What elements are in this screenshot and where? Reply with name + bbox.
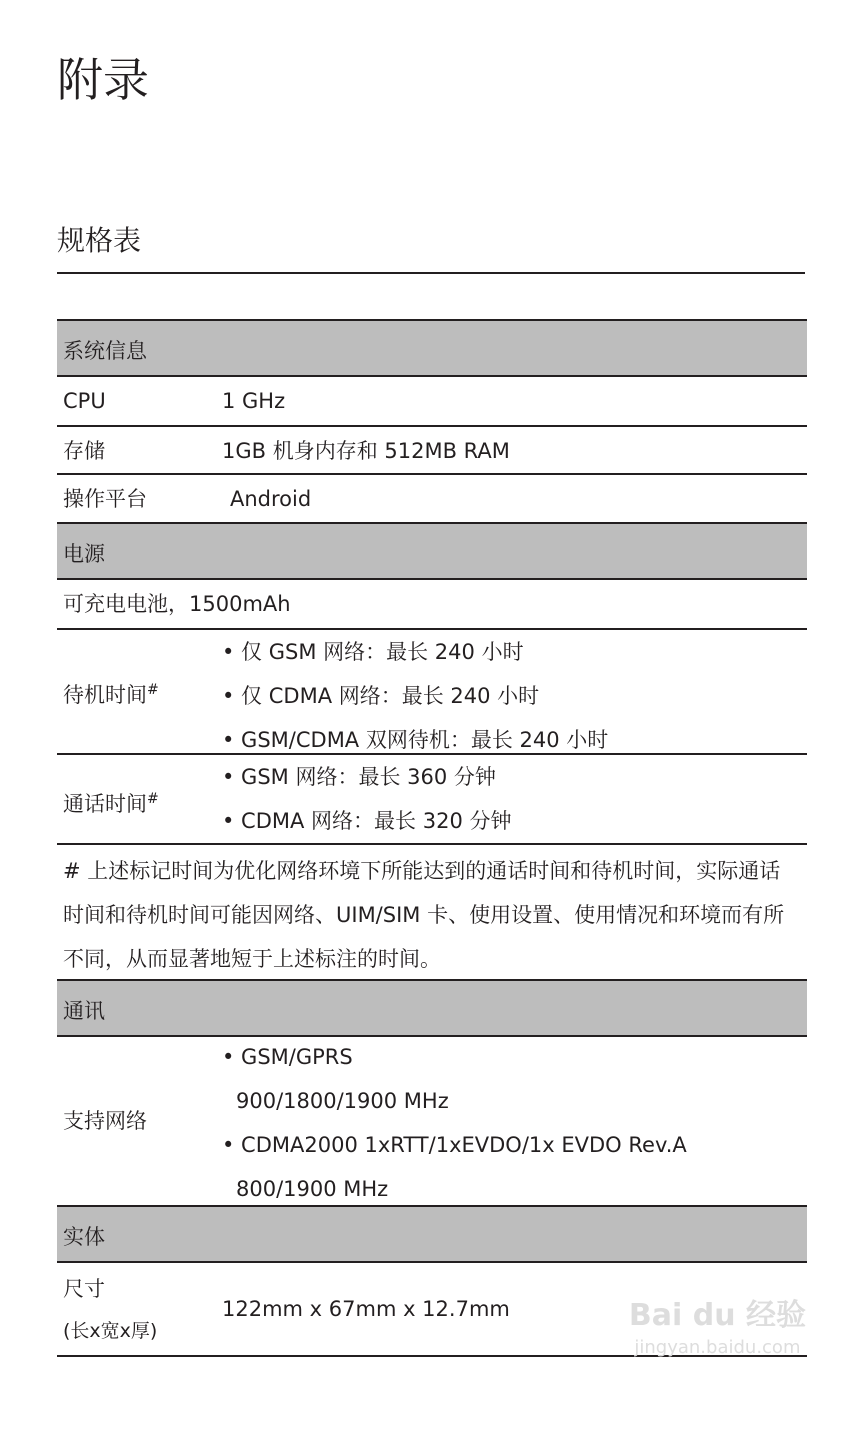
watermark-brand: Bai du 经验 bbox=[628, 1298, 806, 1333]
footnote-mark: # bbox=[147, 791, 159, 807]
list-item: • GSM/GPRS bbox=[222, 1045, 353, 1069]
section-header-system: 系统信息 bbox=[57, 319, 807, 375]
list-item: • 仅 CDMA 网络：最长 240 小时 bbox=[222, 684, 540, 708]
row-label bbox=[63, 1267, 157, 1351]
section-title: 规格表 bbox=[57, 224, 142, 257]
table-row bbox=[57, 473, 807, 522]
row-value-list bbox=[222, 1035, 687, 1211]
row-value-list bbox=[222, 755, 512, 843]
watermark-logo bbox=[629, 1300, 806, 1364]
list-item: 800/1900 MHz bbox=[236, 1177, 389, 1201]
row-label: CPU bbox=[63, 389, 106, 413]
row-label bbox=[63, 777, 159, 826]
table-row bbox=[57, 425, 807, 473]
table-row bbox=[57, 1035, 807, 1205]
footnote-mark: # bbox=[147, 682, 159, 698]
list-item: 900/1800/1900 MHz bbox=[236, 1089, 449, 1113]
row-value: Android bbox=[230, 487, 312, 511]
section-header-comm: 通讯 bbox=[57, 979, 807, 1035]
list-item: • 仅 GSM 网络：最长 240 小时 bbox=[222, 640, 524, 664]
row-value: 可充电电池，1500mAh bbox=[63, 592, 291, 616]
row-label: 操作平台 bbox=[63, 487, 147, 511]
list-item: • CDMA 网络：最长 320 分钟 bbox=[222, 809, 512, 833]
label-subtext: (长x宽x厚) bbox=[63, 1320, 158, 1342]
list-item: • CDMA2000 1xRTT/1xEVDO/1x EVDO Rev.A bbox=[222, 1133, 687, 1157]
table-row bbox=[57, 578, 807, 628]
table-row bbox=[57, 375, 807, 425]
section-header-power: 电源 bbox=[57, 522, 807, 578]
list-item: • GSM 网络：最长 360 分钟 bbox=[222, 765, 496, 789]
table-row bbox=[57, 753, 807, 843]
row-value-list bbox=[222, 630, 608, 762]
watermark-url: jingyan.baidu.com bbox=[634, 1337, 801, 1358]
list-item: • GSM/CDMA 双网待机：最长 240 小时 bbox=[222, 728, 609, 752]
spec-table bbox=[57, 319, 807, 1357]
table-row bbox=[57, 628, 807, 753]
row-value: 1 GHz bbox=[222, 389, 286, 413]
row-value: 122mm x 67mm x 12.7mm bbox=[222, 1297, 510, 1321]
label-text: 尺寸 bbox=[63, 1277, 105, 1301]
section-header-physical: 实体 bbox=[57, 1205, 807, 1261]
row-label bbox=[63, 668, 159, 717]
row-value: 1GB 机身内存和 512MB RAM bbox=[222, 439, 510, 463]
footnote: # 上述标记时间为优化网络环境下所能达到的通话时间和待机时间，实际通话时间和待机时间可能因网络、UIM/SIM 卡、使用设置、使用情况和环境而有所不同，从而显著地短于上述标注的时间。 bbox=[57, 843, 807, 979]
label-text: 待机时间 bbox=[63, 683, 147, 707]
divider bbox=[57, 272, 805, 274]
row-label: 存储 bbox=[63, 439, 105, 463]
page-title: 附录 bbox=[57, 53, 149, 107]
label-text: 通话时间 bbox=[63, 792, 147, 816]
row-label: 支持网络 bbox=[63, 1109, 147, 1133]
